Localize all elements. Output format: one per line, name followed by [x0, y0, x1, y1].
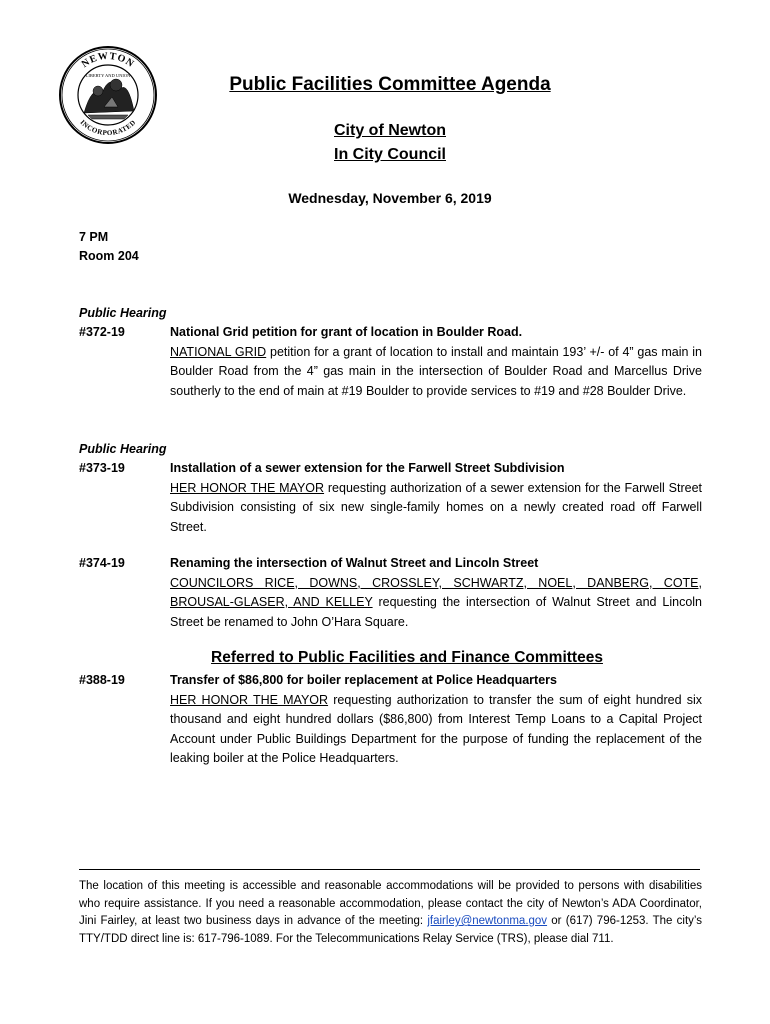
agenda-item	[170, 323, 702, 401]
notice-text: The location of this meeting is accessible and reasonable accommodations will be provided to persons with disabilities who require assistance. If you need a reasonable accommodation, please contact the city of Newton’s ADA Coordinator, Jini Fairley, at least two business days in advance of the meeting:	[79, 880, 702, 927]
item-sponsor: HER HONOR THE MAYOR	[170, 692, 329, 707]
meeting-time: 7 PM	[79, 230, 109, 244]
item-number: #388-19	[79, 673, 125, 687]
referred-section-heading: Referred to Public Facilities and Finance Committees	[211, 649, 603, 666]
item-body	[170, 691, 702, 769]
public-hearing-label: Public Hearing	[79, 442, 167, 456]
agenda-item	[170, 554, 702, 632]
city-name: City of Newton	[334, 122, 446, 139]
public-hearing-label: Public Hearing	[79, 306, 167, 320]
item-number: #372-19	[79, 325, 125, 339]
item-sponsor: HER HONOR THE MAYOR	[170, 480, 325, 495]
seal-bottom-text: INCORPORATED	[78, 118, 138, 138]
meeting-room: Room 204	[79, 249, 139, 263]
item-body	[170, 574, 702, 633]
item-description: requesting authorization of a sewer extension for the Farwell Street Subdivision consisting of six new single-family homes on a newly created road off Farwell Street.	[170, 480, 702, 534]
item-sponsor: COUNCILORS RICE, DOWNS, CROSSLEY, SCHWARTZ, NOEL, DANBERG, COTE, BROUSAL-GLASER, AND KELLEY	[170, 575, 702, 609]
item-heading: Renaming the intersection of Walnut Street and Lincoln Street	[170, 556, 539, 570]
item-heading: National Grid petition for grant of location in Boulder Road.	[170, 325, 523, 339]
accessibility-notice	[79, 878, 702, 948]
notice-text-continued: or (617) 796-1253. The city’s TTY/TDD direct line is: 617-796-1089. For the Telecommunications Relay Service (TRS), please dial 711.	[79, 915, 702, 945]
meeting-date: Wednesday, November 6, 2019	[288, 190, 492, 206]
item-sponsor: NATIONAL GRID	[170, 344, 267, 359]
footer-divider	[79, 869, 700, 870]
item-description: requesting the intersection of Walnut Street and Lincoln Street be renamed to John O’Hara Square.	[170, 595, 702, 629]
item-body	[170, 343, 702, 402]
ada-email-link[interactable]: jfairley@newtonma.gov	[427, 915, 548, 927]
seal-top-text: NEWTON	[79, 50, 137, 71]
item-body	[170, 479, 702, 538]
agenda-item	[170, 459, 702, 537]
item-number: #374-19	[79, 556, 125, 570]
item-description: requesting authorization to transfer the sum of eight hundred six thousand and eight hundred dollars ($86,800) from Interest Temp Loans to a Capital Project Account under Public Buildings Department for the purpose of funding the replacement of the leaking boiler at the Police Headquarters.	[170, 692, 702, 765]
item-heading: Transfer of $86,800 for boiler replacement at Police Headquarters	[170, 673, 557, 687]
agenda-title: Public Facilities Committee Agenda	[229, 74, 551, 95]
item-number: #373-19	[79, 461, 125, 475]
item-heading: Installation of a sewer extension for the Farwell Street Subdivision	[170, 461, 565, 475]
seal-side-text: LIBERTY AND UNION	[85, 73, 131, 78]
item-description: petition for a grant of location to install and maintain 193’ +/- of 4” gas main in Boulder Road from the 4” gas main in the intersection of Boulder Road and Marcellus Drive southerly to the end of main at #19 Boulder to provide services to #19 and #28 Boulder Drive.	[170, 344, 702, 398]
council-name: In City Council	[334, 146, 446, 163]
agenda-item	[170, 671, 702, 769]
